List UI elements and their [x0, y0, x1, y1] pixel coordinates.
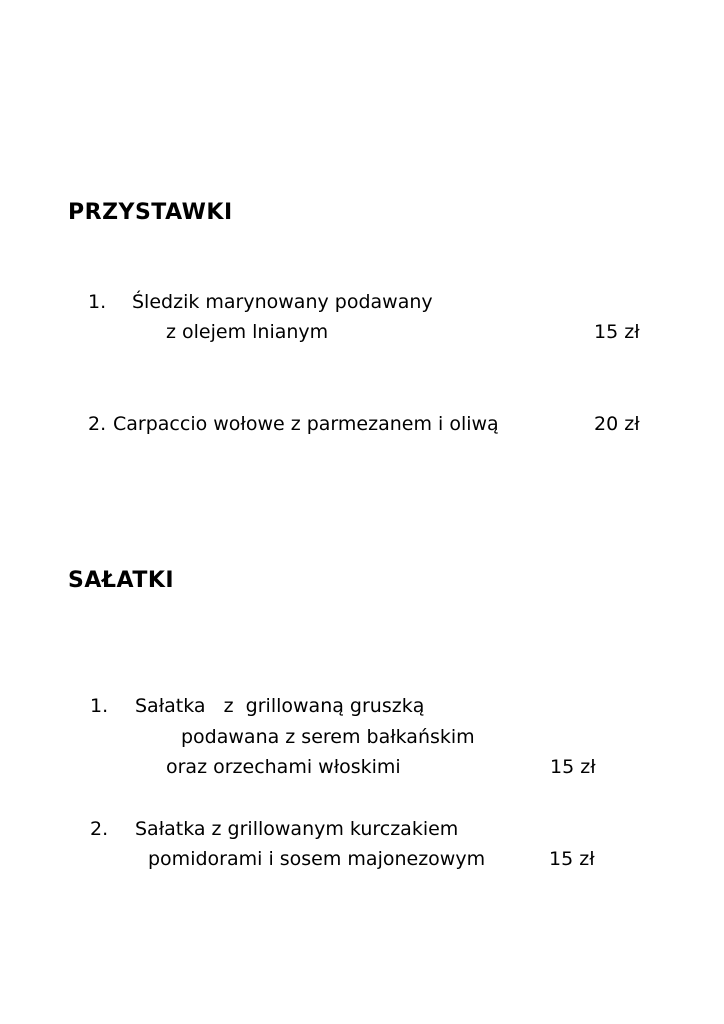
item-description-line: Sałatka z grillowanym kurczakiem [135, 818, 459, 840]
item-number: 2. [88, 413, 107, 435]
item-description-line: Śledzik marynowany podawany [132, 291, 433, 313]
item-number: 2. [90, 818, 109, 840]
item-price: 20 zł [594, 413, 640, 435]
item-description-line: podawana z serem bałkańskim [181, 726, 475, 748]
section-title-przystawki: PRZYSTAWKI [68, 200, 233, 225]
item-number: 1. [90, 695, 109, 717]
item-price: 15 zł [594, 321, 640, 343]
item-description-line: z olejem lnianym [166, 321, 329, 343]
section-title-salatki: SAŁATKI [68, 568, 175, 593]
item-description-line: Carpaccio wołowe z parmezanem i oliwą [113, 413, 499, 435]
item-description-line: pomidorami i sosem majonezowym [148, 848, 486, 870]
item-number: 1. [88, 291, 107, 313]
item-price: 15 zł [549, 848, 595, 870]
item-description-line: oraz orzechami włoskimi [166, 756, 401, 778]
item-description-line: Sałatka z grillowaną gruszką [135, 695, 425, 717]
item-price: 15 zł [550, 756, 596, 778]
